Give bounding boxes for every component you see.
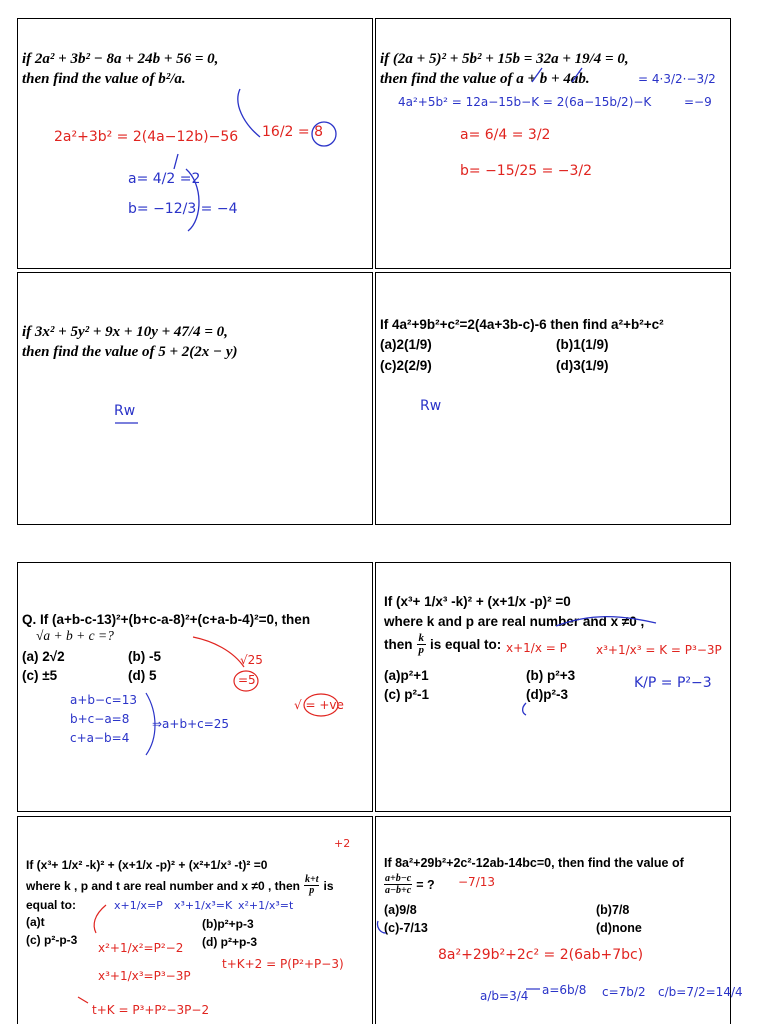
fraction <box>384 873 412 896</box>
handwritten-note: Rw <box>420 398 442 414</box>
handwritten-work: x²+1/x³=t <box>238 899 294 912</box>
handwritten-work: 2a²+3b² = 2(4a−12b)−56 <box>54 129 239 145</box>
option-d: (d)p²-3 <box>526 687 568 702</box>
handwritten-work: c+a−b=4 <box>70 731 130 745</box>
handwritten-work: a+b−c=13 <box>70 693 138 707</box>
handwritten-answer: 16/2 = 8 <box>262 124 323 140</box>
option-b: (b) p²+3 <box>526 668 576 683</box>
option-d: (d) p²+p-3 <box>202 935 257 949</box>
fraction-numerator: k+t <box>305 874 319 885</box>
handwritten-work: a= 4/2 =2 <box>128 171 201 187</box>
question-text: is <box>323 878 334 893</box>
question-line-2: then find the value of 5 + 2(2x − y) <box>22 344 238 360</box>
question-line-3: equal to: <box>26 898 76 912</box>
option-b: (b) -5 <box>128 649 161 664</box>
option-c: (c)2(2/9) <box>380 358 432 373</box>
problem-card-3 <box>17 272 373 525</box>
problem-card-5 <box>17 562 373 812</box>
handwritten-marks <box>18 273 374 526</box>
handwritten-work: c=7b/2 <box>602 985 646 999</box>
question-line-1: if 3x² + 5y² + 9x + 10y + 47/4 = 0, <box>22 324 228 340</box>
handwritten-work: √25 <box>240 653 263 667</box>
option-b: (b)p²+p-3 <box>202 917 254 931</box>
option-d: (d)3(1/9) <box>556 358 609 373</box>
handwritten-work: x+1/x=P <box>114 899 163 912</box>
problem-card-4 <box>375 272 731 525</box>
handwritten-marks <box>18 817 374 1025</box>
handwritten-work: x+1/x = P <box>506 641 567 655</box>
problem-card-7 <box>17 816 373 1024</box>
handwritten-note: Rw <box>114 403 136 419</box>
fraction-denominator: a−b+c <box>385 885 412 896</box>
handwritten-work: x²+1/x²=P²−2 <box>98 941 184 955</box>
fraction <box>304 875 319 896</box>
option-c: (c)-7/13 <box>384 921 428 935</box>
handwritten-work: t+K+2 = P(P²+P−3) <box>222 957 344 971</box>
handwritten-work: x³+1/x³=P³−3P <box>98 969 191 983</box>
question-line-1: if (2a + 5)² + 5b² + 15b = 32a + 19/4 = 0, <box>380 51 629 67</box>
fraction-denominator: p <box>418 644 424 656</box>
option-c: (c) ±5 <box>22 668 58 683</box>
handwritten-work: x³+1/x³ = K = P³−3P <box>596 643 722 657</box>
handwritten-work: b+c−a=8 <box>70 712 130 726</box>
option-b: (b)7/8 <box>596 903 630 917</box>
fraction-numerator: k <box>418 632 424 644</box>
handwritten-marks <box>18 563 374 813</box>
fraction-numerator: a+b−c <box>385 873 412 884</box>
handwritten-work: a=6b/8 <box>542 983 587 997</box>
problem-card-8 <box>375 816 743 1024</box>
question-line-1: if 2a² + 3b² − 8a + 24b + 56 = 0, <box>22 51 219 67</box>
question-line-2: then find the value of b²/a. <box>22 71 186 87</box>
option-a: (a)2(1/9) <box>380 337 432 352</box>
handwritten-work: b= −12/3 = −4 <box>128 201 238 217</box>
problem-card-6 <box>375 562 731 812</box>
option-a: (a)p²+1 <box>384 668 429 683</box>
handwritten-work: a= 6/4 = 3/2 <box>460 127 551 143</box>
question-line-1: If 8a²+29b²+2c²-12ab-14bc=0, then find the value of <box>384 856 684 870</box>
handwritten-note: √ = +ve <box>294 698 344 712</box>
fraction-denominator: p <box>309 885 315 896</box>
question-line-1: If 4a²+9b²+c²=2(4a+3b-c)-6 then find a²+b²+c² <box>380 317 664 332</box>
handwritten-answer: =5 <box>238 673 256 687</box>
question-line-1: If (x³+ 1/x² -k)² + (x+1/x -p)² + (x²+1/x³ -t)² =0 <box>26 858 268 872</box>
handwritten-work: a/b=3/4 <box>480 989 529 1003</box>
question-line-2: then find the value of a + b + 4ab. <box>380 71 590 87</box>
handwritten-work: t+K = P³+P²−3P−2 <box>92 1003 210 1017</box>
handwritten-work: b= −15/25 = −3/2 <box>460 163 593 179</box>
question-line-2 <box>26 875 334 896</box>
handwritten-work: 8a²+29b²+2c² = 2(6ab+7bc) <box>438 947 644 963</box>
handwritten-note: +2 <box>334 837 351 850</box>
question-line-1: Q. If (a+b-c-13)²+(b+c-a-8)²+(c+a-b-4)²=0, then <box>22 612 311 627</box>
question-text: = ? <box>416 877 435 892</box>
question-text: then <box>384 637 413 652</box>
handwritten-work: x³+1/x³=K <box>174 899 233 912</box>
handwritten-work: K/P = P²−3 <box>634 675 712 691</box>
problem-card-2 <box>375 18 731 269</box>
handwritten-work: c/b=7/2=14/4 <box>658 985 743 999</box>
question-line-3 <box>384 633 501 656</box>
handwritten-work: =−9 <box>684 95 712 109</box>
question-line-2: where k and p are real number and x ≠0 , <box>384 614 645 629</box>
handwritten-answer: −7/13 <box>458 875 496 889</box>
handwritten-work: = 4·3/2·−3/2 <box>638 72 716 86</box>
handwritten-result: ⇒a+b+c=25 <box>152 717 230 731</box>
option-c: (c) p²-1 <box>384 687 429 702</box>
question-line-2 <box>384 873 435 896</box>
problem-card-1 <box>17 18 373 269</box>
option-a: (a)t <box>26 915 45 929</box>
option-a: (a) 2√2 <box>22 649 65 664</box>
handwritten-work: 4a²+5b² = 12a−15b−K = 2(6a−15b/2)−K <box>398 95 652 109</box>
question-line-2: √a + b + c =? <box>36 628 114 643</box>
option-b: (b)1(1/9) <box>556 337 609 352</box>
question-line-1: If (x³+ 1/x³ -k)² + (x+1/x -p)² =0 <box>384 594 571 609</box>
option-a: (a)9/8 <box>384 903 417 917</box>
option-d: (d)none <box>596 921 642 935</box>
option-d: (d) 5 <box>128 668 157 683</box>
option-c: (c) p²-p-3 <box>26 933 78 947</box>
fraction <box>417 633 427 656</box>
question-text: is equal to: <box>430 637 502 652</box>
question-text: where k , p and t are real number and x ≠0 , then <box>26 878 300 893</box>
